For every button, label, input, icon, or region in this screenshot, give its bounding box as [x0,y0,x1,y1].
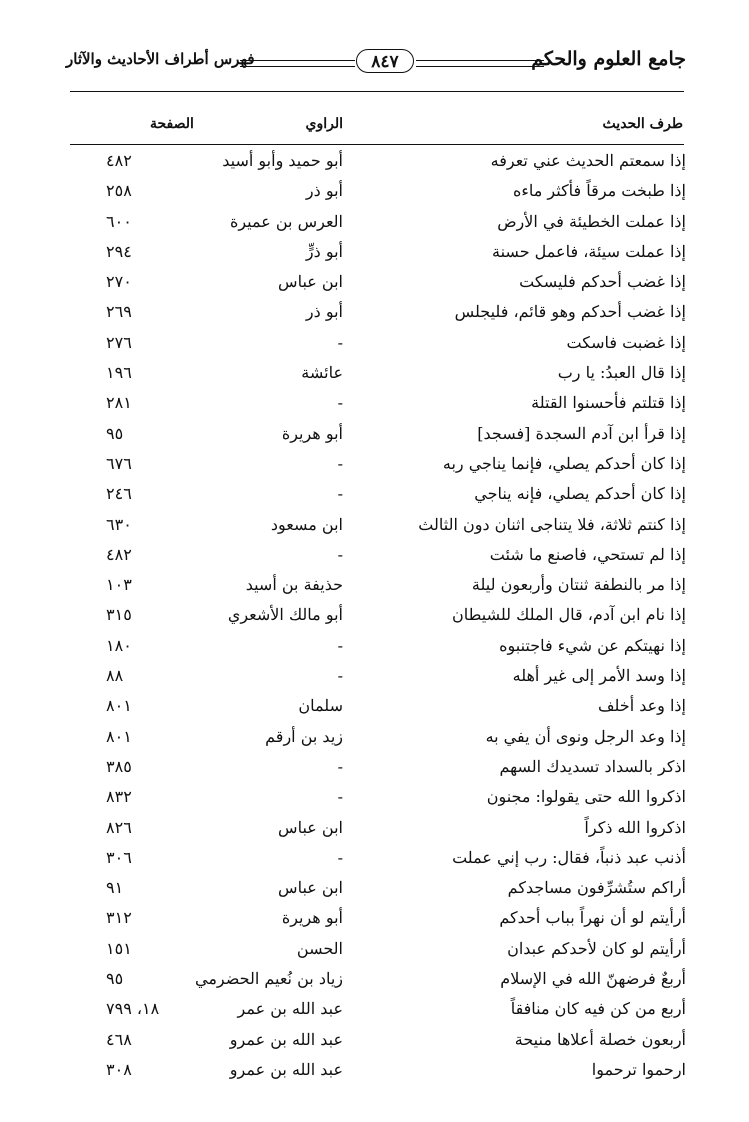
table-row [66,600,686,630]
hadith-cell: إذا لم تستحي، فاصنع ما شئت [489,544,686,564]
page-cell: ٢٦٩ [106,302,132,322]
table-row [66,813,686,843]
page-cell: ٢٥٨ [106,181,132,201]
narrator-cell: عبد الله بن عمرو [229,1029,343,1049]
narrator-cell: - [337,393,343,413]
page-cell: ١٥١ [106,938,132,958]
page-cell: ٨٠١ [106,726,132,746]
column-header-narrator: الراوي [305,116,343,132]
hadith-cell: أربعون خصلة أعلاها منيحة [514,1029,686,1049]
page-cell: ٨٢٦ [106,817,132,837]
narrator-cell: سلمان [298,696,343,716]
hadith-cell: إذا كان أحدكم يصلي، فإنه يناجي [474,484,686,504]
table-row [66,994,686,1024]
table-row [66,419,686,449]
hadith-cell: إذا عملت سيئة، فاعمل حسنة [492,241,686,261]
hadith-cell: إذا سمعتم الحديث عني تعرفه [490,151,686,170]
index-table [66,146,686,1085]
section-title: فهرس أطراف الأحاديث والآثار [66,50,255,68]
table-row [66,752,686,782]
narrator-cell: أبو هريرة [281,908,343,928]
header-divider [70,91,684,92]
table-row [66,691,686,721]
page-cell: ٤٦٨ [106,1029,132,1049]
page-cell: ٦٠٠ [106,211,132,231]
table-row [66,176,686,206]
table-row [66,207,686,237]
table-row [66,358,686,388]
hadith-cell: إذا وعد الرجل ونوى أن يفي به [485,726,686,746]
table-row [66,903,686,933]
table-row [66,1025,686,1055]
narrator-cell: زياد بن نُعيم الحضرمي [195,969,343,989]
hadith-cell: أراكم ستُشرِّفون مساجدكم [507,878,686,898]
narrator-cell: - [337,666,343,686]
table-row [66,782,686,812]
hadith-cell: إذا قرأ ابن آدم السجدة [فسجد] [477,423,686,443]
page-cell: ١٩٦ [106,363,132,383]
table-row [66,146,686,176]
table-row [66,449,686,479]
hadith-cell: إذا نام ابن آدم، قال الملك للشيطان [451,605,686,625]
column-header-divider [70,144,684,145]
hadith-cell: أربعٌ فرضهنّ الله في الإسلام [500,969,686,989]
narrator-cell: - [337,453,343,473]
page-cell: ٤٨٢ [106,151,132,170]
narrator-cell: - [337,847,343,867]
page-cell: ١٨، ٧٩٩ [106,999,160,1019]
hadith-cell: إذا وسد الأمر إلى غير أهله [512,666,686,686]
page-cell: ٩٥ [106,969,124,989]
table-row [66,873,686,903]
hadith-cell: إذا قال العبدُ: يا رب [557,363,686,383]
hadith-cell: إذا غضب أحدكم فليسكت [519,272,686,292]
narrator-cell: - [337,484,343,504]
narrator-cell: أبو هريرة [281,423,343,443]
table-row [66,934,686,964]
narrator-cell: - [337,332,343,352]
hadith-cell: اذكروا الله حتى يقولوا: مجنون [486,787,686,807]
narrator-cell: عبد الله بن عمر [237,999,343,1019]
page-cell: ٣١٢ [106,908,132,928]
narrator-cell: زيد بن أرقم [265,726,343,746]
hadith-cell: إذا نهيتكم عن شيء فاجتنبوه [499,635,686,655]
narrator-cell: أبو حميد وأبو أسيد [222,151,343,170]
hadith-cell: أذنب عبد ذنباً، فقال: رب إني عملت [452,847,686,867]
page-cell: ٨٠١ [106,696,132,716]
narrator-cell: - [337,635,343,655]
page-cell: ٨٣٢ [106,787,132,807]
page-cell: ٣٠٦ [106,847,132,867]
table-row [66,843,686,873]
narrator-cell: العرس بن عميرة [229,211,343,231]
hadith-cell: أرأيتم لو أن نهراً بباب أحدكم [499,908,686,928]
hadith-cell: إذا كنتم ثلاثة، فلا يتناجى اثنان دون الثالث [418,514,686,534]
hadith-cell: إذا مر بالنطفة ثنتان وأربعون ليلة [471,575,686,595]
page-cell: ١٨٠ [106,635,132,655]
hadith-cell: أربع من كن فيه كان منافقاً [510,999,686,1019]
hadith-cell: إذا قتلتم فأحسنوا القتلة [531,393,686,413]
table-row [66,267,686,297]
table-row [66,540,686,570]
page-cell: ٩١ [106,878,124,898]
page-cell: ٦٧٦ [106,453,132,473]
page-cell: ٢٧٠ [106,272,132,292]
page-cell: ٢٤٦ [106,484,132,504]
hadith-cell: إذا كان أحدكم يصلي، فإنما يناجي ربه [442,453,686,473]
narrator-cell: ابن عباس [278,817,343,837]
narrator-cell: أبو ذرٍّ [305,241,343,261]
hadith-cell: إذا طبخت مرقاً فأكثر ماءه [512,181,686,201]
book-title: جامع العلوم والحكم [531,48,686,70]
page-number-badge: ٨٤٧ [356,49,414,73]
page-cell: ٢٩٤ [106,241,132,261]
header-double-rule-left [240,60,355,67]
page-cell: ١٠٣ [106,575,132,595]
table-row [66,388,686,418]
table-row [66,570,686,600]
hadith-cell: ارحموا ترحموا [591,1059,686,1079]
page-cell: ٢٨١ [106,393,132,413]
table-row [66,1055,686,1085]
page-cell: ٨٨ [106,666,124,686]
page-cell: ٦٣٠ [106,514,132,534]
narrator-cell: ابن مسعود [270,514,343,534]
narrator-cell: - [337,544,343,564]
table-row [66,964,686,994]
table-row [66,661,686,691]
hadith-cell: إذا عملت الخطيئة في الأرض [497,211,686,231]
hadith-cell: إذا غضبت فاسكت [566,332,686,352]
page-cell: ٢٧٦ [106,332,132,352]
narrator-cell: ابن عباس [278,878,343,898]
narrator-cell: أبو ذر [305,302,343,322]
page-cell: ٤٨٢ [106,544,132,564]
narrator-cell: الحسن [296,938,343,958]
page-header [66,44,686,80]
table-row [66,631,686,661]
hadith-cell: اذكر بالسداد تسديدك السهم [499,756,686,776]
column-header-page: الصفحة [150,116,194,132]
page-cell: ٣٨٥ [106,756,132,776]
narrator-cell: أبو ذر [305,181,343,201]
page-cell: ٩٥ [106,423,124,443]
table-row [66,510,686,540]
narrator-cell: عبد الله بن عمرو [229,1059,343,1079]
table-row [66,722,686,752]
narrator-cell: عائشة [301,363,343,383]
table-row [66,297,686,327]
hadith-cell: اذكروا الله ذكراً [584,817,686,837]
hadith-cell: إذا وعد أخلف [597,696,686,716]
narrator-cell: - [337,756,343,776]
table-row [66,237,686,267]
hadith-cell: أرأيتم لو كان لأحدكم عبدان [507,938,686,958]
page-cell: ٣١٥ [106,605,132,625]
hadith-cell: إذا غضب أحدكم وهو قائم، فليجلس [454,302,686,322]
header-double-rule-right [416,60,544,67]
table-row [66,479,686,509]
narrator-cell: ابن عباس [278,272,343,292]
table-row [66,328,686,358]
column-header-hadith: طرف الحديث [602,116,683,132]
narrator-cell: أبو مالك الأشعري [227,605,343,625]
page-cell: ٣٠٨ [106,1059,132,1079]
narrator-cell: حذيفة بن أسيد [245,575,343,595]
narrator-cell: - [337,787,343,807]
